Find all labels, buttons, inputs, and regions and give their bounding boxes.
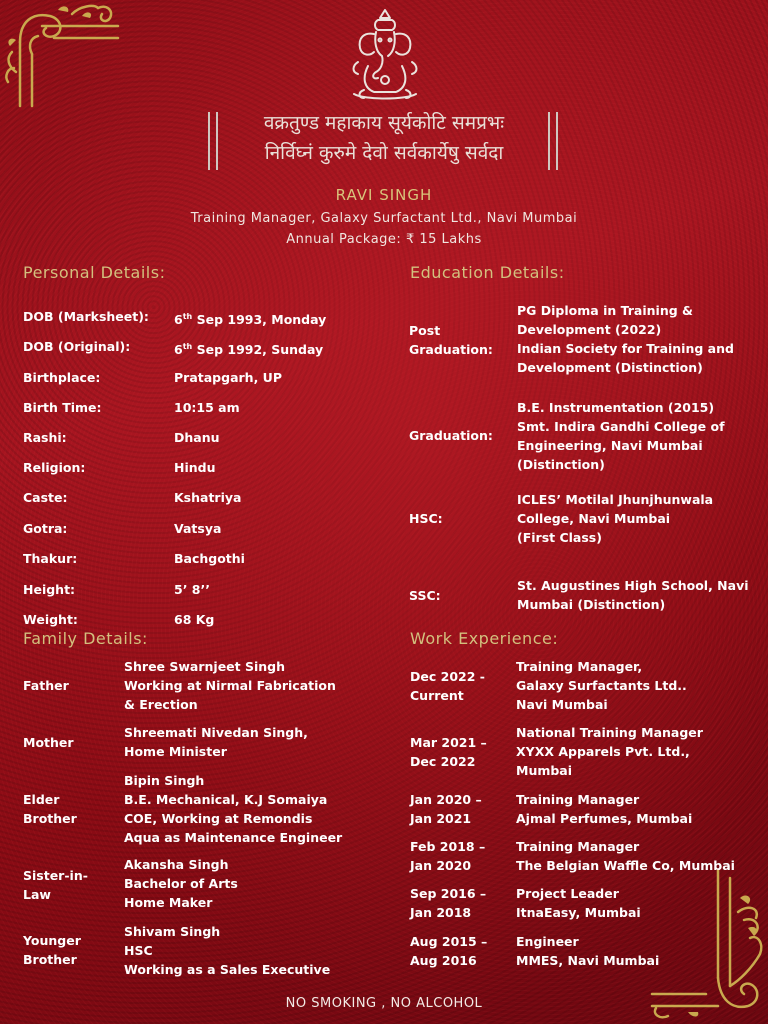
personal-value: 5’ 8’’ [174, 582, 210, 597]
personal-label: Caste: [23, 490, 68, 505]
personal-label: Birthplace: [23, 370, 101, 385]
personal-label: Gotra: [23, 521, 68, 536]
personal-label: Rashi: [23, 430, 67, 445]
education-label: SSC: [409, 588, 441, 603]
family-value: Shree Swarnjeet Singh Working at Nirmal Fabrication & Erection [124, 659, 336, 712]
personal-label: Birth Time: [23, 400, 102, 415]
education-value: St. Augustines High School, Navi Mumbai (Distinction) [517, 578, 749, 612]
work-experience-title: Work Experience: [410, 629, 559, 648]
ganesha-icon [344, 6, 426, 104]
personal-value: Bachgothi [174, 551, 245, 566]
corner-ornament-top-left-icon [2, 2, 122, 112]
annual-package: Annual Package: ₹ 15 Lakhs [286, 232, 482, 247]
personal-value: Kshatriya [174, 490, 242, 505]
education-value: B.E. Instrumentation (2015) Smt. Indira Gandhi College of Engineering, Navi Mumbai (Distinction) [517, 400, 725, 472]
personal-label: Thakur: [23, 551, 78, 566]
footer-note: NO SMOKING , NO ALCOHOL [285, 996, 483, 1011]
work-dates: Aug 2015 – Aug 2016 [410, 934, 488, 968]
education-label: HSC: [409, 511, 443, 526]
personal-label: Religion: [23, 460, 86, 475]
shloka-line-1: वक्रतुण्ड महाकाय सूर्यकोटि समप्रभः [263, 112, 505, 134]
education-label: Graduation: [409, 428, 493, 443]
family-label: Elder Brother [23, 792, 77, 826]
work-role: Project Leader ItnaEasy, Mumbai [516, 886, 641, 920]
personal-value: Pratapgarh, UP [174, 370, 282, 385]
shloka [198, 108, 570, 168]
family-value: Shreemati Nivedan Singh, Home Minister [124, 725, 308, 759]
work-role: Training Manager Ajmal Perfumes, Mumbai [516, 792, 693, 826]
family-label: Younger Brother [23, 933, 81, 967]
personal-value: 6th Sep 1992, Sunday [174, 342, 324, 358]
designation: Training Manager, Galaxy Surfactant Ltd., Navi Mumbai [190, 211, 578, 226]
family-label: Mother [23, 735, 74, 750]
personal-label: Weight: [23, 612, 78, 627]
education-details-title: Education Details: [410, 263, 565, 282]
family-details-title: Family Details: [23, 629, 148, 648]
personal-value: Hindu [174, 460, 216, 475]
personal-label: Height: [23, 582, 76, 597]
personal-details-title: Personal Details: [23, 263, 166, 282]
personal-value: 10:15 am [174, 400, 240, 415]
personal-value: 6th Sep 1993, Monday [174, 312, 327, 328]
education-value: ICLES’ Motilal Jhunjhunwala College, Navi Mumbai (First Class) [517, 492, 714, 545]
work-dates: Jan 2020 – Jan 2021 [410, 792, 482, 826]
work-role: Training Manager, Galaxy Surfactants Ltd.. Navi Mumbai [516, 659, 687, 712]
family-value: Bipin Singh B.E. Mechanical, K.J Somaiya COE, Working at Remondis Aqua as Maintenance Engineer [124, 773, 343, 845]
personal-label: DOB (Original): [23, 339, 131, 354]
personal-value: Dhanu [174, 430, 220, 445]
work-dates: Sep 2016 – Jan 2018 [410, 886, 487, 920]
work-dates: Mar 2021 – Dec 2022 [410, 735, 487, 769]
work-dates: Dec 2022 - Current [410, 669, 485, 703]
personal-label: DOB (Marksheet): [23, 309, 149, 324]
work-role: Engineer MMES, Navi Mumbai [516, 934, 660, 968]
person-name: RAVI SINGH [335, 186, 433, 204]
personal-value: Vatsya [174, 521, 222, 536]
shloka-line-2: निर्विघ्नं कुरुमे देवो सर्वकार्येषु सर्वदा [264, 142, 504, 164]
family-value: Akansha Singh Bachelor of Arts Home Maker [124, 857, 238, 910]
work-role: National Training Manager XYXX Apparels Pvt. Ltd., Mumbai [516, 725, 703, 778]
family-label: Sister-in- Law [23, 868, 88, 902]
education-value: PG Diploma in Training & Development (2022) Indian Society for Training and Development (Distinction) [517, 303, 734, 375]
work-role: Training Manager The Belgian Waffle Co, Mumbai [516, 839, 735, 873]
work-dates: Feb 2018 – Jan 2020 [410, 839, 486, 873]
family-label: Father [23, 678, 69, 693]
education-label: Post Graduation: [409, 323, 493, 357]
family-value: Shivam Singh HSC Working as a Sales Executive [124, 924, 331, 977]
personal-value: 68 Kg [174, 612, 215, 627]
